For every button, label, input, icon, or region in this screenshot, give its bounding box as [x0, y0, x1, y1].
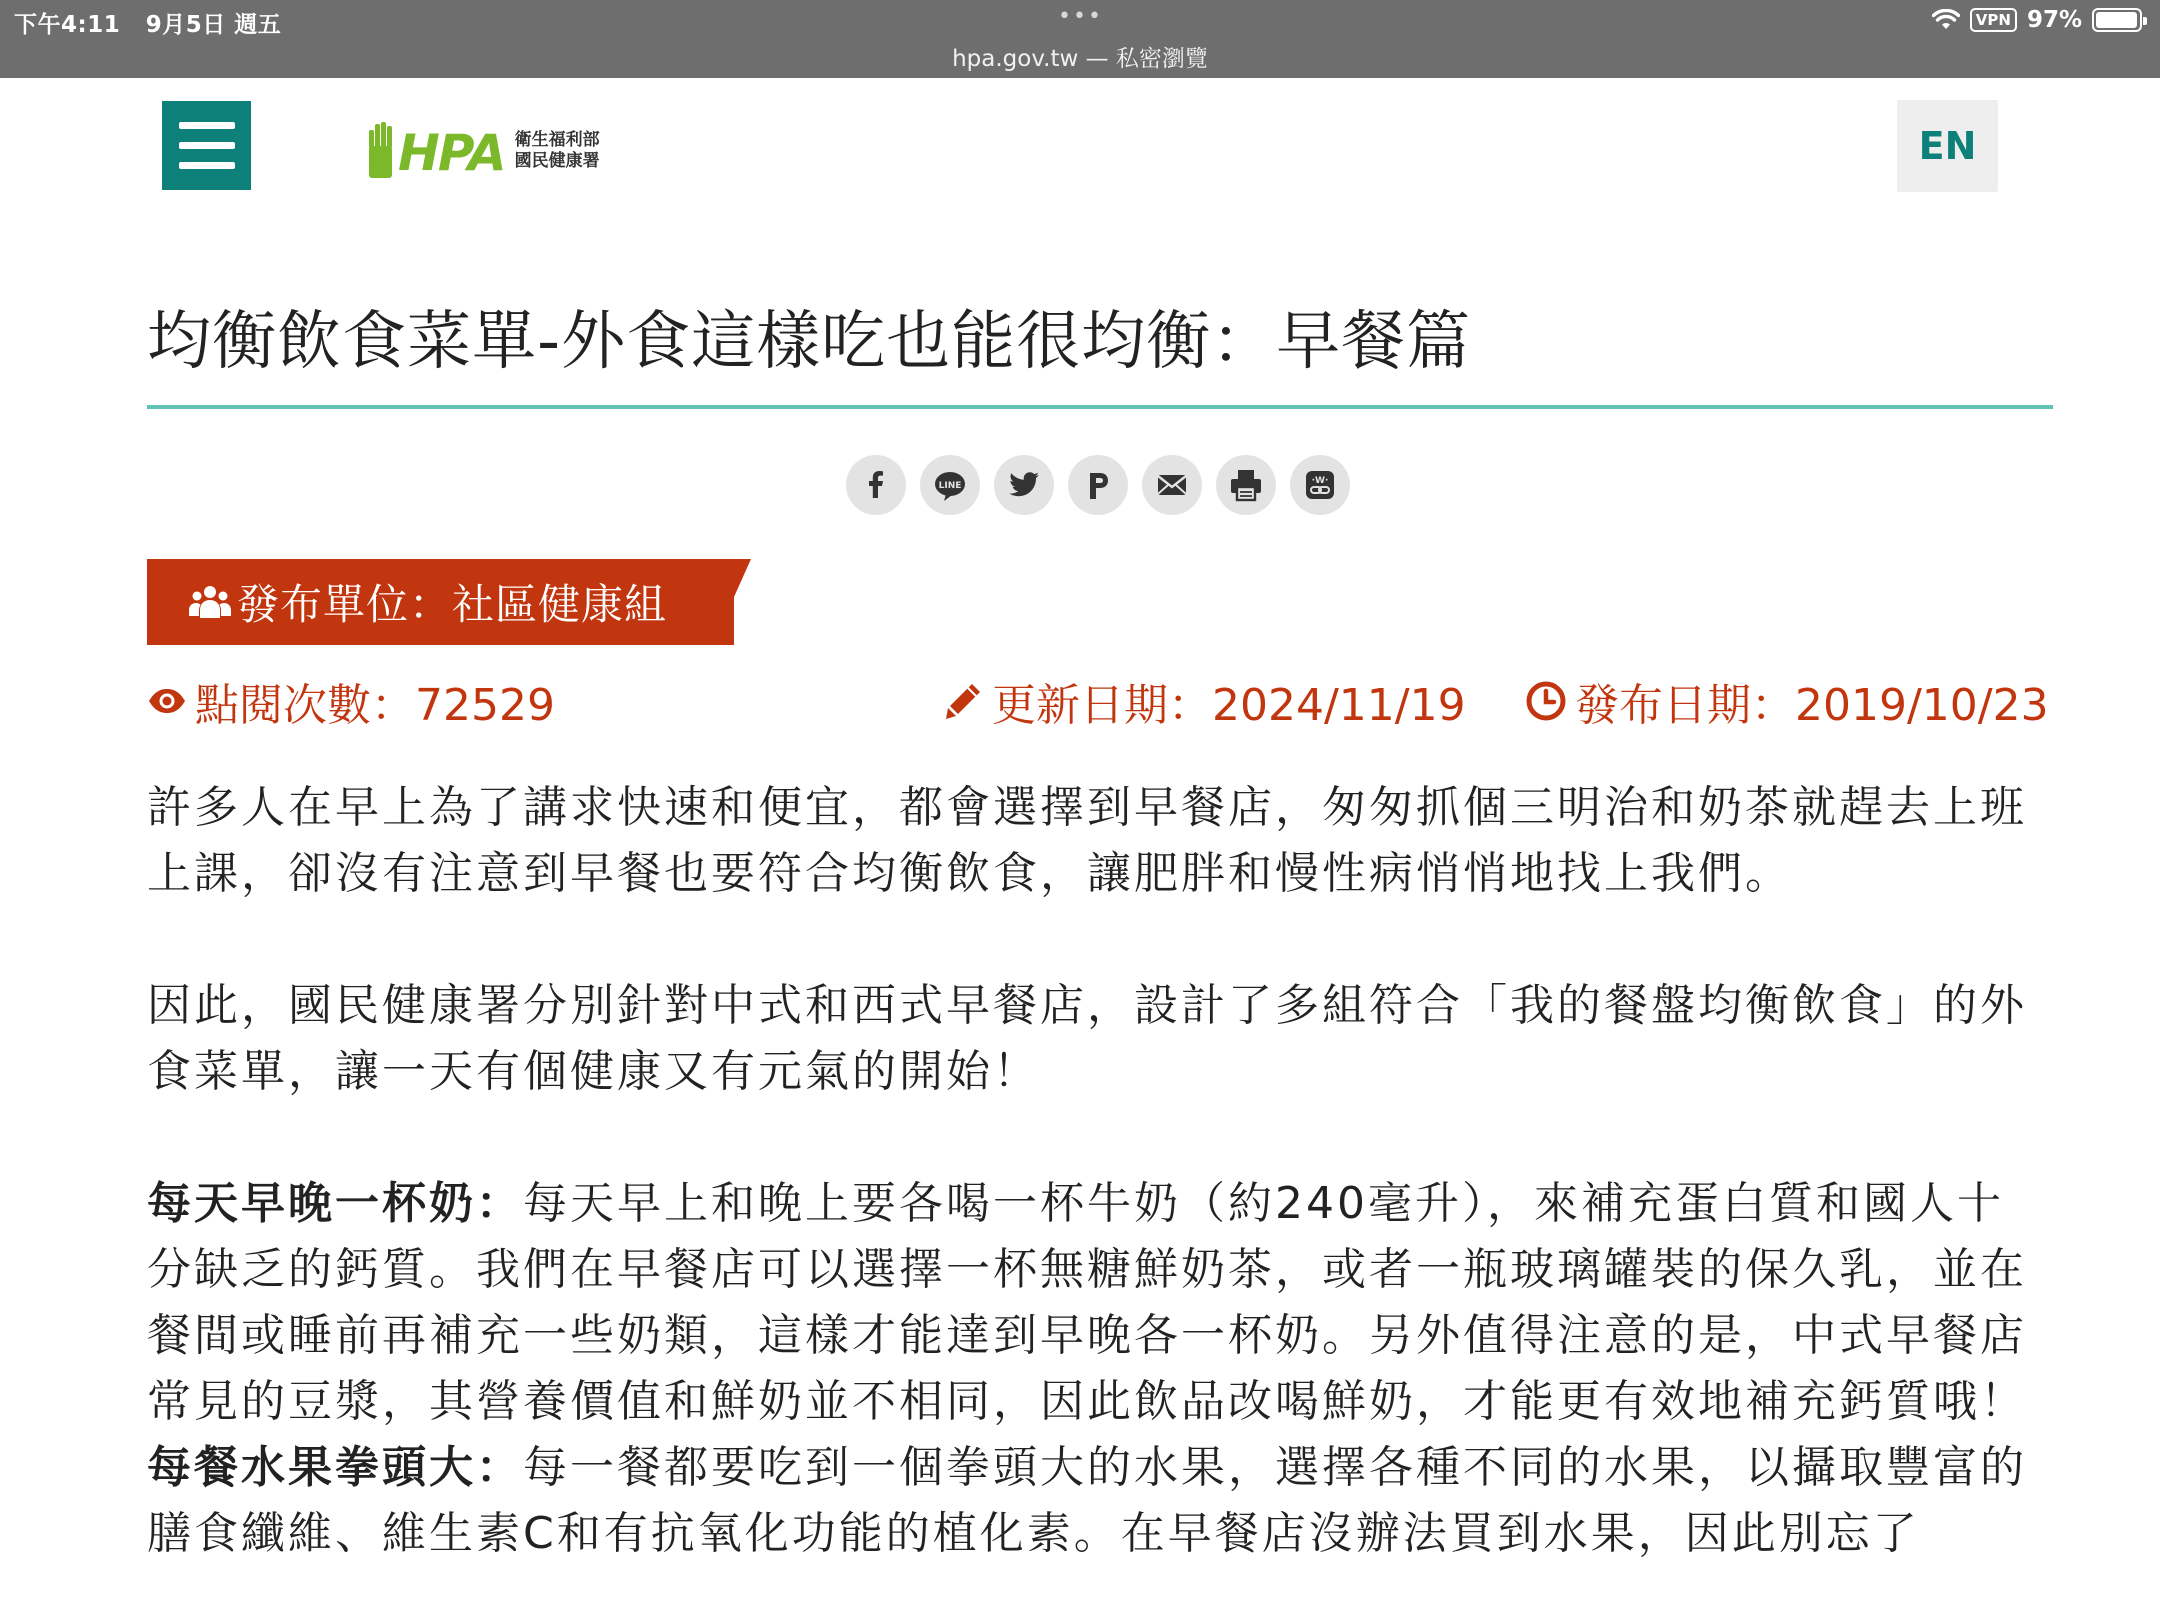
facebook-icon[interactable]	[846, 455, 906, 515]
published-date-label: 發布日期：2019/10/23	[1575, 680, 2049, 731]
vpn-badge: VPN	[1970, 8, 2017, 32]
eye-icon	[147, 687, 187, 715]
pencil-icon	[942, 680, 984, 722]
publisher-unit-label: 發布單位：社區健康組	[237, 580, 668, 629]
updated-date	[942, 672, 1466, 730]
menu-line	[179, 162, 235, 169]
wifi-icon	[1932, 9, 1960, 31]
title-divider	[147, 405, 2053, 409]
battery-percent: 97%	[2026, 7, 2082, 33]
article-body	[147, 775, 2027, 1567]
page-title: 均衡飲食菜單-外食這樣吃也能很均衡：早餐篇	[147, 305, 1472, 379]
status-time-date: 下午4:11 9月5日 週五	[14, 12, 282, 38]
view-count	[147, 672, 555, 730]
logo-line-2: 國民健康署	[514, 151, 600, 171]
multitask-dots-icon[interactable]: •••	[1058, 4, 1103, 29]
hpa-hand-icon	[368, 122, 505, 180]
group-users-icon	[189, 584, 231, 620]
svg-text:·W·: ·W·	[1311, 476, 1329, 486]
logo-wordmark: HPA	[398, 124, 505, 182]
logo-org-name	[515, 130, 600, 172]
published-date	[1525, 672, 2049, 730]
twitter-icon[interactable]	[994, 455, 1054, 515]
milk-paragraph	[147, 1171, 2027, 1435]
clock-icon	[1525, 680, 1567, 722]
hamburger-menu-button[interactable]	[162, 101, 251, 190]
language-en-button[interactable]: EN	[1897, 100, 1998, 192]
line-icon[interactable]	[920, 455, 980, 515]
url-bar[interactable]: hpa.gov.tw — 私密瀏覽	[952, 46, 1208, 72]
view-count-label: 點閱次數：72529	[195, 680, 555, 731]
shorturl-icon[interactable]	[1290, 455, 1350, 515]
fruit-heading: 每餐水果拳頭大：	[147, 1442, 523, 1493]
status-bar	[0, 0, 2160, 78]
menu-line	[179, 122, 235, 129]
menu-line	[179, 142, 235, 149]
hpa-logo[interactable]	[368, 118, 600, 184]
milk-text: 每天早上和晚上要各喝一杯牛奶（約240毫升），來補充蛋白質和國人十分缺乏的鈣質。我們在早餐店可以選擇一杯無糖鮮奶茶，或者一瓶玻璃罐裝的保久乳，並在餐間或睡前再補充一些奶類，這樣才能達到早晚各一杯奶。另外值得注意的是，中式早餐店常見的豆漿，其營養價值和鮮奶並不相同，因此飲品改喝鮮奶，才能更有效地補充鈣質哦！	[147, 1178, 2027, 1427]
email-icon[interactable]	[1142, 455, 1202, 515]
plurk-icon[interactable]	[1068, 455, 1128, 515]
battery-level	[2096, 12, 2137, 28]
svg-text:LINE: LINE	[938, 481, 962, 491]
fruit-text: 每一餐都要吃到一個拳頭大的水果，選擇各種不同的水果，以攝取豐富的膳食纖維、維生素C和有抗氧化功能的植化素。在早餐店沒辦法買到水果，因此別忘了	[147, 1442, 2027, 1559]
article-paragraph: 許多人在早上為了講求快速和便宜，都會選擇到早餐店，匆匆抓個三明治和奶茶就趕去上班上課，卻沒有注意到早餐也要符合均衡飲食，讓肥胖和慢性病悄悄地找上我們。	[147, 782, 2027, 899]
updated-date-label: 更新日期：2024/11/19	[992, 680, 1466, 731]
milk-heading: 每天早晚一杯奶：	[147, 1178, 523, 1229]
share-toolbar	[846, 455, 1350, 515]
logo-line-1: 衛生福利部	[514, 130, 600, 150]
print-icon[interactable]	[1216, 455, 1276, 515]
battery-icon	[2092, 8, 2142, 32]
fruit-paragraph	[147, 1435, 2027, 1567]
article-paragraph: 因此，國民健康署分別針對中式和西式早餐店，設計了多組符合「我的餐盤均衡飲食」的外食菜單，讓一天有個健康又有元氣的開始！	[147, 980, 2027, 1097]
publisher-unit-badge	[147, 559, 751, 645]
status-indicators	[1932, 6, 2142, 34]
